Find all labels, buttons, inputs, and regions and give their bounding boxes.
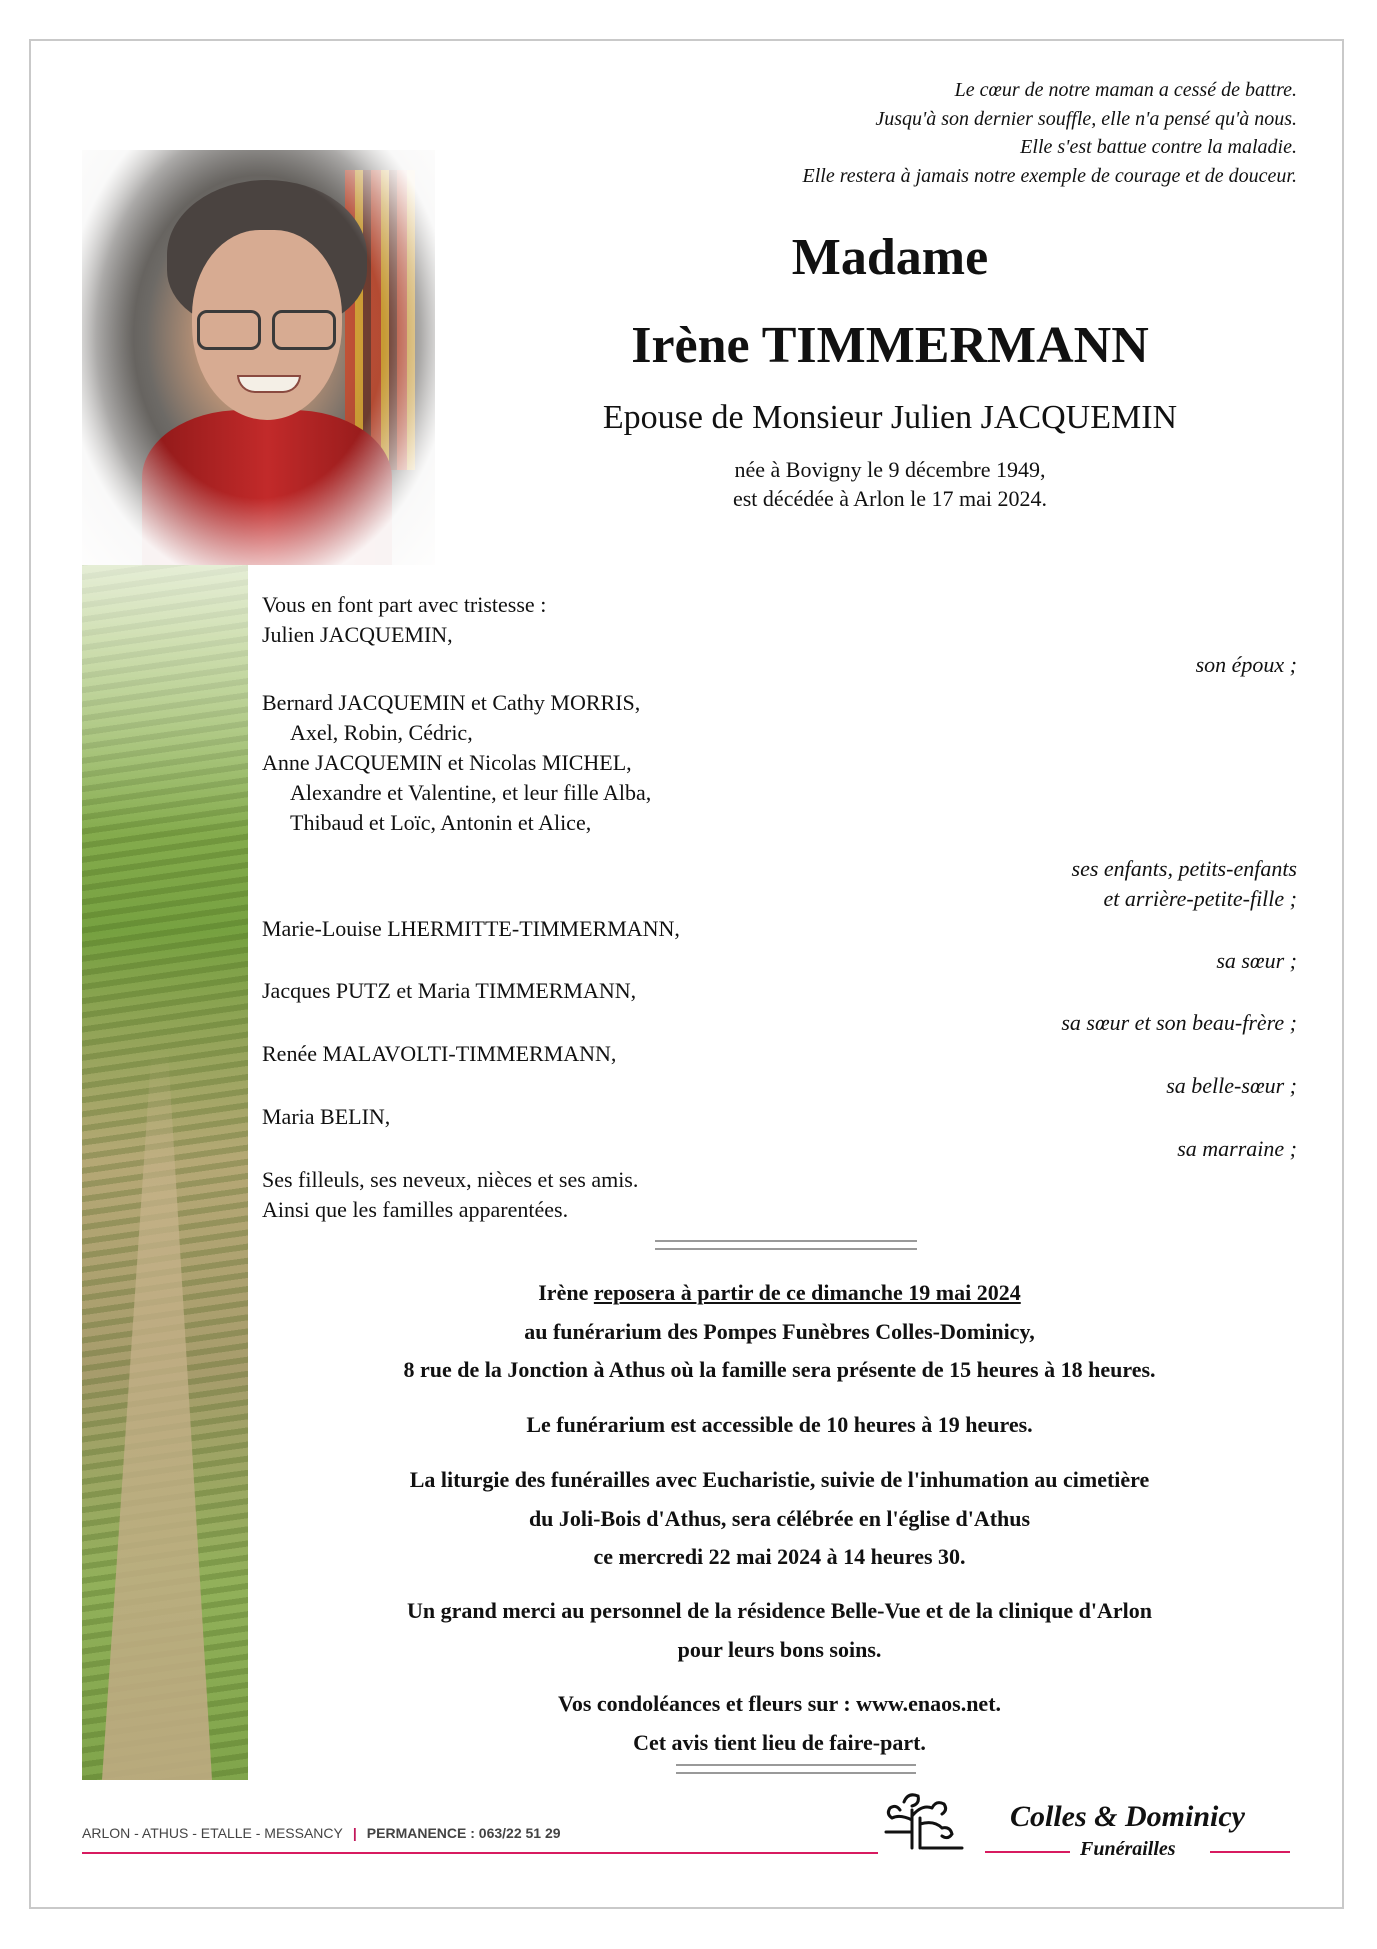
death-line: est décédée à Arlon le 17 mai 2024. [732,486,1047,511]
condolences-line: Vos condoléances et fleurs sur : www.enaos.net. [557,1691,1002,1716]
visitation-info [262,1274,1297,1390]
family-name: Maria BELIN, [262,1104,391,1129]
family-name: Alexandre et Valentine, et leur fille Alba, [290,780,652,805]
family-name: Marie-Louise LHERMITTE-TIMMERMANN, [262,916,680,941]
rest-location: au funérarium des Pompes Funèbres Colles-Dominicy, [524,1318,1035,1344]
poem-line: Le cœur de notre maman a cessé de battre. [954,79,1297,101]
footer-accent-line [82,1852,878,1854]
rest-name: Irène [538,1280,589,1305]
thanks-line: pour leurs bons soins. [677,1636,882,1662]
family-name: Axel, Robin, Cédric, [290,720,473,745]
relation-label: ses enfants, petits-enfants [1071,856,1297,881]
footer-permanence: PERMANENCE : 063/22 51 29 [366,1825,561,1841]
liturgy-line: du Joli-Bois d'Athus, sera célébrée en l'église d'Athus [528,1505,1031,1531]
relation-label: et arrière-petite-fille ; [1103,886,1297,911]
family-others: Ses filleuls, ses neveux, nièces et ses amis. [262,1167,639,1192]
condolences [262,1685,1297,1762]
liturgy-line: ce mercredi 22 mai 2024 à 14 heures 30. [593,1544,966,1569]
poem [597,76,1297,190]
poem-line: Elle restera à jamais notre exemple de courage et de douceur. [802,164,1297,187]
rest-address: 8 rue de la Jonction à Athus où la famille sera présente de 15 heures à 18 heures. [403,1357,1156,1382]
footer-contact [82,1825,561,1841]
faire-part-line: Cet avis tient lieu de faire-part. [633,1729,926,1755]
brand-accent-line [1210,1851,1290,1853]
forest-path [102,1050,212,1780]
brand-name: Colles & Dominicy [1010,1800,1245,1833]
thanks [262,1592,1297,1669]
relation-label: sa marraine ; [1177,1136,1297,1161]
divider [655,1240,917,1250]
family-name: Anne JACQUEMIN et Nicolas MICHEL, [262,750,632,775]
family-list [262,590,1297,1225]
relation-label: sa sœur ; [1216,948,1297,973]
liturgy-line: La liturgie des funérailles avec Eucharistie, suivie de l'inhumation au cimetière [409,1467,1150,1492]
access-hours: Le funérarium est accessible de 10 heures à 19 heures. [526,1412,1033,1437]
brand-accent-line [985,1851,1070,1853]
family-intro: Vous en font part avec tristesse : [262,592,547,617]
poem-line: Elle s'est battue contre la maladie. [1020,136,1297,158]
family-name: Renée MALAVOLTI-TIMMERMANN, [262,1041,617,1066]
portrait-photo [82,150,435,565]
poem-line: Jusqu'à son dernier souffle, elle n'a pensé qu'à nous. [875,107,1297,130]
title-honorific: Madame [791,229,989,286]
deceased-name: Irène TIMMERMANN [631,317,1149,374]
family-name: Bernard JACQUEMIN et Cathy MORRIS, [262,690,641,715]
rest-date: reposera à partir de ce dimanche 19 mai 2024 [593,1280,1021,1305]
birth-line: née à Bovigny le 9 décembre 1949, [734,457,1046,482]
birth-death-dates [460,455,1320,513]
divider [676,1764,916,1774]
relation-label: sa belle-sœur ; [1166,1073,1297,1098]
family-others: Ainsi que les familles apparentées. [262,1197,569,1222]
footer-locations: ARLON - ATHUS - ETALLE - MESSANCY [82,1825,343,1841]
tree-logo-icon [882,1790,972,1850]
family-name: Julien JACQUEMIN, [262,622,453,647]
relation-label: sa sœur et son beau-frère ; [1061,1010,1297,1035]
family-name: Jacques PUTZ et Maria TIMMERMANN, [262,978,637,1003]
relation-label: son époux ; [1195,652,1297,677]
spouse-line: Epouse de Monsieur Julien JACQUEMIN [602,399,1178,436]
footer-separator: | [352,1825,357,1841]
family-name: Thibaud et Loïc, Antonin et Alice, [290,810,592,835]
liturgy-info [262,1461,1297,1577]
brand-sub: Funérailles [1080,1838,1176,1860]
thanks-line: Un grand merci au personnel de la résidence Belle-Vue et de la clinique d'Arlon [407,1598,1152,1623]
